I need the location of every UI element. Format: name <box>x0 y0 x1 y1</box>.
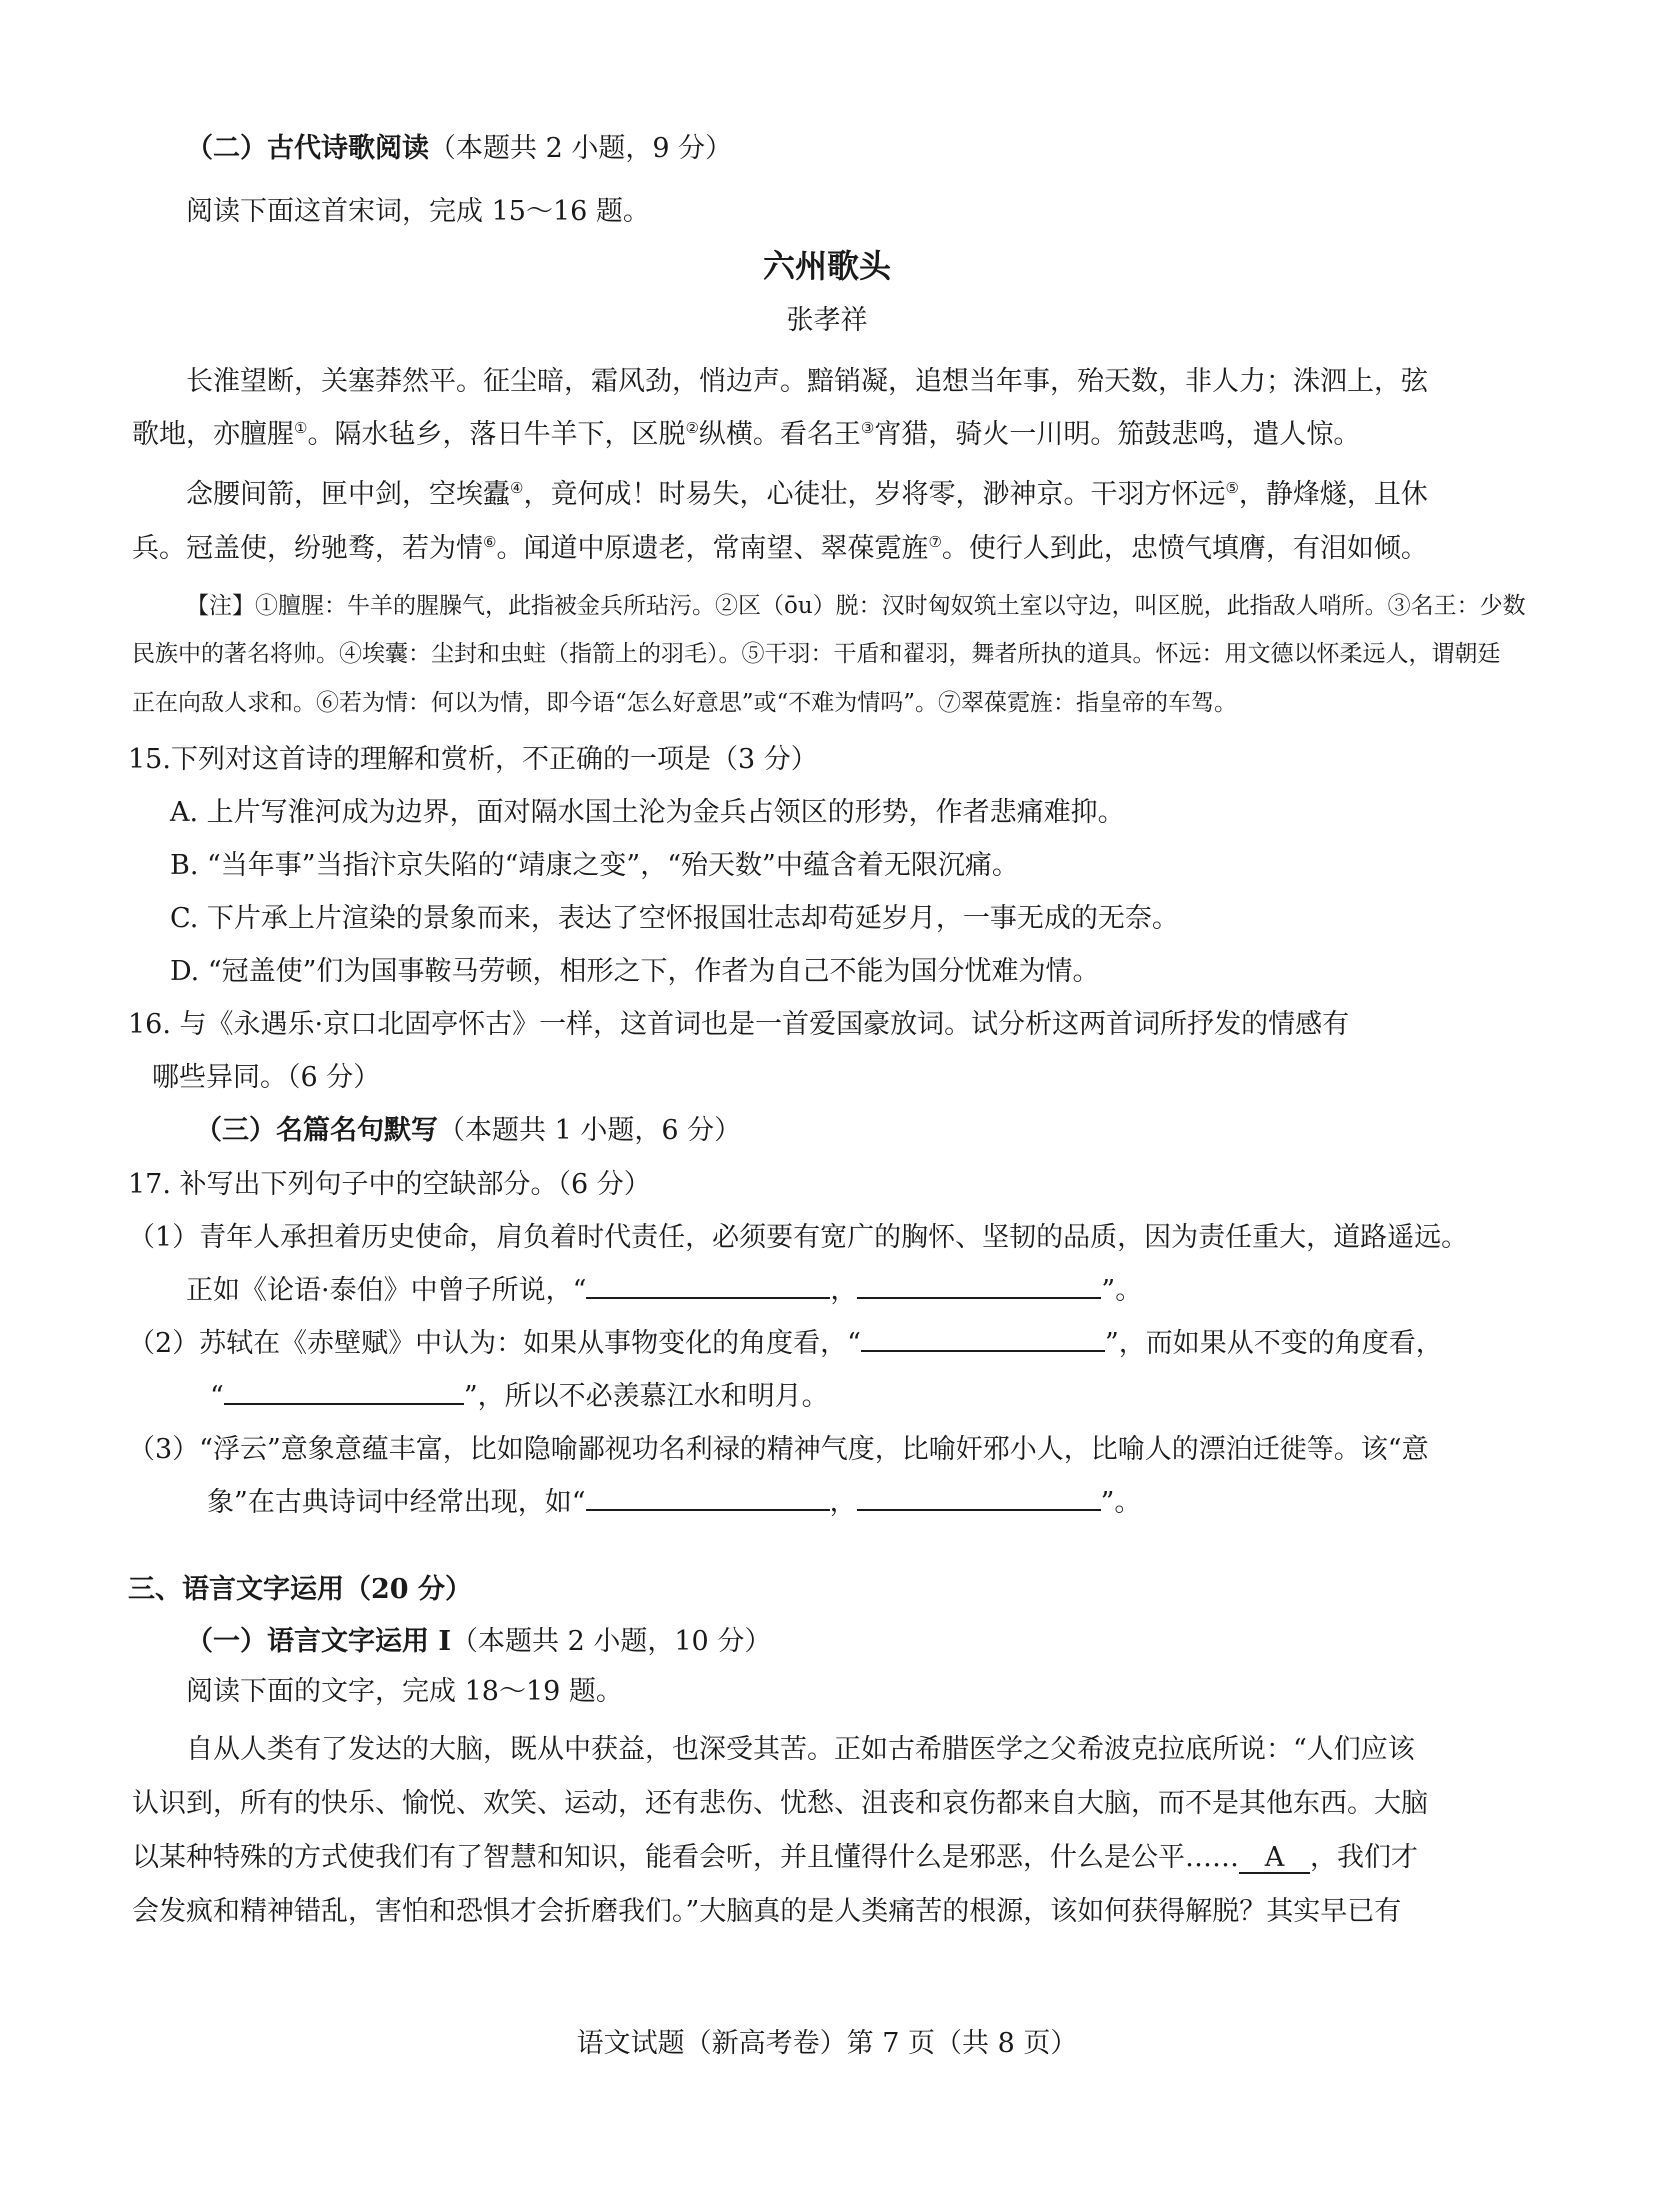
section-heading-bold: （二）古代诗歌阅读 <box>186 133 429 164</box>
question-17-item <box>128 1324 1443 1364</box>
note-marker: ⑤ <box>1225 479 1239 497</box>
blank-a: A <box>1239 1842 1310 1873</box>
poem-title: 六州歌头 <box>762 247 891 285</box>
poem-text: 念腰间箭，匣中剑，空埃蠹 <box>186 479 510 510</box>
note-marker: ② <box>685 419 699 437</box>
passage-line <box>132 1838 1418 1878</box>
option-c: C. 下片承上片渲染的景象而来，表达了空怀报国壮志却苟延岁月，一事无成的无奈。 <box>170 903 1179 934</box>
option-b: B. “当年事”当指汴京失陷的“靖康之变”，“殆天数”中蕴含着无限沉痛。 <box>170 850 1019 881</box>
poem-line <box>132 415 1360 455</box>
section-heading <box>186 1622 771 1662</box>
notes-line: 正在向敌人求和。⑥若为情：何以为情，即今语“怎么好意思”或“不难为情吗”。⑦翠葆霓旌：指皇帝的车驾。 <box>132 690 1238 716</box>
item-text: ”。 <box>1100 1487 1142 1518</box>
answer-blank[interactable] <box>857 1273 1101 1299</box>
section-heading <box>186 129 732 169</box>
poem-text: 。隔水毡乡，落日牛羊下，区脱 <box>307 419 686 450</box>
passage-line: 自从人类有了发达的大脑，既从中获益，也深受其苦。正如古希腊医学之父希波克拉底所说：“人们应该 <box>186 1734 1415 1765</box>
question-17-item: （1）青年人承担着历史使命，肩负着时代责任，必须要有宽广的胸怀、坚韧的品质，因为责任重大，道路遥远。 <box>128 1222 1469 1253</box>
part-heading: 三、语言文字运用（20 分） <box>128 1574 472 1605</box>
item-text: “ <box>210 1381 224 1412</box>
section-heading-rest: （本题共 2 小题，9 分） <box>429 133 733 164</box>
notes-line: 民族中的著名将帅。④埃囊：尘封和虫蛀（指箭上的羽毛）。⑤干羽：干盾和翟羽，舞者所执的道具。怀远：用文德以怀柔远人，谓朝廷 <box>132 641 1501 667</box>
item-text: ”，所以不必羡慕江水和明月。 <box>463 1381 829 1412</box>
poem-text: ，竟何成！时易失，心徒壮，岁将零，渺神京。干羽方怀远 <box>523 479 1226 510</box>
answer-blank[interactable] <box>861 1326 1105 1352</box>
passage-line: 认识到，所有的快乐、愉悦、欢笑、运动，还有悲伤、忧愁、沮丧和哀伤都来自大脑，而不是其他东西。大脑 <box>132 1788 1428 1819</box>
answer-blank[interactable] <box>586 1273 830 1299</box>
question-17-item <box>186 1271 1142 1311</box>
poem-text: 。使行人到此，忠愤气填膺，有泪如倾。 <box>941 533 1428 564</box>
section-heading-bold: （三）名篇名句默写 <box>195 1115 438 1146</box>
item-text: ”。 <box>1101 1275 1143 1306</box>
question-17-stem: 17. 补写出下列句子中的空缺部分。（6 分） <box>128 1169 651 1200</box>
note-marker: ⑦ <box>928 533 942 551</box>
poem-text: 纵横。看名王 <box>698 419 861 450</box>
item-text: ， <box>830 1275 858 1306</box>
note-marker: ④ <box>510 479 524 497</box>
notes-line: 【注】①膻腥：牛羊的腥臊气，此指被金兵所玷污。②区（ōu）脱：汉时匈奴筑土室以守边，叫区脱，此指敌人哨所。③名王：少数 <box>186 593 1526 619</box>
passage-line: 会发疯和精神错乱，害怕和恐惧才会折磨我们。”大脑真的是人类痛苦的根源，该如何获得解脱？其实早已有 <box>132 1896 1402 1927</box>
item-text: 正如《论语·泰伯》中曾子所说，“ <box>186 1275 587 1306</box>
section-instruction: 阅读下面的文字，完成 18～19 题。 <box>186 1676 623 1707</box>
section-heading <box>195 1111 741 1151</box>
section-instruction: 阅读下面这首宋词，完成 15～16 题。 <box>186 196 650 227</box>
section-heading-rest: （本题共 1 小题，6 分） <box>438 1115 742 1146</box>
question-17-item <box>207 1483 1141 1523</box>
poem-text: 兵。冠盖使，纷驰骛，若为情 <box>132 533 483 564</box>
note-marker: ③ <box>860 419 875 437</box>
question-16-line: 16. 与《永遇乐·京口北固亭怀古》一样，这首词也是一首爱国豪放词。试分析这两首词所抒发的情感有 <box>128 1009 1350 1040</box>
option-d: D. “冠盖使”们为国事鞍马劳顿，相形之下，作者为自己不能为国分忧难为情。 <box>170 956 1100 987</box>
item-text: ， <box>829 1487 857 1518</box>
item-text: ”，而如果从不变的角度看， <box>1104 1328 1443 1359</box>
option-a: A. 上片写淮河成为边界，面对隔水国土沦为金兵占领区的形势，作者悲痛难抑。 <box>170 797 1125 828</box>
note-marker: ① <box>294 419 308 437</box>
answer-blank[interactable] <box>857 1485 1101 1511</box>
question-16-line: 哪些异同。（6 分） <box>152 1062 381 1093</box>
passage-text: ，我们才 <box>1310 1842 1418 1873</box>
poem-line <box>186 475 1428 515</box>
question-17-item: （3）“浮云”意象意蕴丰富，比如隐喻鄙视功名利禄的精神气度，比喻奸邪小人，比喻人的漂泊迁徙等。该“意 <box>128 1434 1429 1465</box>
section-heading-rest: （本题共 2 小题，10 分） <box>451 1626 772 1657</box>
section-heading-bold: （一）语言文字运用 Ⅰ <box>186 1626 452 1657</box>
poem-author: 张孝祥 <box>786 305 868 336</box>
answer-blank[interactable] <box>586 1485 830 1511</box>
note-marker: ⑥ <box>483 533 497 551</box>
question-15-stem: 15.下列对这首诗的理解和赏析，不正确的一项是（3 分） <box>128 744 818 775</box>
poem-line: 长淮望断，关塞莽然平。征尘暗，霜风劲，悄边声。黯销凝，追想当年事，殆天数，非人力；洙泗上，弦 <box>186 366 1428 397</box>
passage-text: 以某种特殊的方式使我们有了智慧和知识，能看会听，并且懂得什么是邪恶，什么是公平…… <box>132 1842 1239 1873</box>
item-text: （2）苏轼在《赤壁赋》中认为：如果从事物变化的角度看，“ <box>128 1328 861 1359</box>
poem-line <box>132 529 1428 569</box>
poem-text: 宵猎，骑火一川明。笳鼓悲鸣，遣人惊。 <box>874 419 1361 450</box>
question-17-item <box>210 1377 829 1417</box>
item-text: 象”在古典诗词中经常出现，如“ <box>207 1487 586 1518</box>
poem-text: 。闻道中原遗老，常南望、翠葆霓旌 <box>496 533 929 564</box>
poem-text: ，静烽燧，且休 <box>1238 479 1428 510</box>
poem-text: 歌地，亦膻腥 <box>132 419 294 450</box>
page-footer: 语文试题（新高考卷）第 7 页（共 8 页） <box>576 2028 1078 2059</box>
answer-blank[interactable] <box>224 1379 464 1405</box>
